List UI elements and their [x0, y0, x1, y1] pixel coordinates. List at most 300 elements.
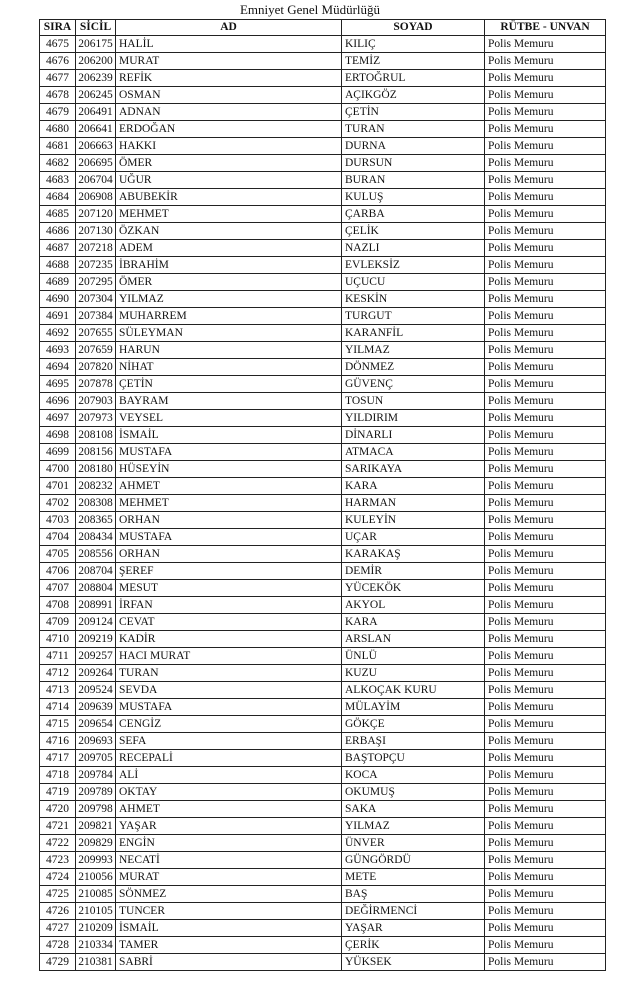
cell-sira: 4701: [40, 478, 76, 495]
cell-sira: 4711: [40, 648, 76, 665]
cell-sira: 4724: [40, 869, 76, 886]
table-row: [40, 461, 606, 478]
cell-ad: MURAT: [116, 53, 342, 70]
cell-sira: 4677: [40, 70, 76, 87]
cell-sicil: 210209: [76, 920, 116, 937]
cell-sicil: 208156: [76, 444, 116, 461]
table-row: [40, 240, 606, 257]
cell-ad: ÖMER: [116, 155, 342, 172]
table-row: [40, 512, 606, 529]
cell-sicil: 209784: [76, 767, 116, 784]
table-row: [40, 750, 606, 767]
cell-ad: VEYSEL: [116, 410, 342, 427]
cell-soyad: KULEYİN: [342, 512, 485, 529]
cell-ad: UĞUR: [116, 172, 342, 189]
cell-sira: 4691: [40, 308, 76, 325]
table-row: [40, 359, 606, 376]
cell-ad: SEFA: [116, 733, 342, 750]
cell-rutbe: Polis Memuru: [485, 750, 606, 767]
cell-soyad: YÜCEKÖK: [342, 580, 485, 597]
cell-rutbe: Polis Memuru: [485, 393, 606, 410]
cell-ad: MEHMET: [116, 206, 342, 223]
table-row: [40, 138, 606, 155]
cell-sira: 4694: [40, 359, 76, 376]
cell-sira: 4706: [40, 563, 76, 580]
cell-ad: CENGİZ: [116, 716, 342, 733]
cell-ad: İBRAHİM: [116, 257, 342, 274]
cell-sicil: 208180: [76, 461, 116, 478]
table-row: [40, 733, 606, 750]
cell-soyad: MÜLAYİM: [342, 699, 485, 716]
cell-ad: AHMET: [116, 478, 342, 495]
cell-sira: 4684: [40, 189, 76, 206]
cell-soyad: UÇUCU: [342, 274, 485, 291]
cell-soyad: DÖNMEZ: [342, 359, 485, 376]
cell-sira: 4720: [40, 801, 76, 818]
cell-soyad: DEĞİRMENCİ: [342, 903, 485, 920]
cell-soyad: ÇARBA: [342, 206, 485, 223]
cell-soyad: KARANFİL: [342, 325, 485, 342]
cell-sira: 4693: [40, 342, 76, 359]
cell-rutbe: Polis Memuru: [485, 410, 606, 427]
table-body: [40, 36, 606, 971]
table-row: [40, 444, 606, 461]
cell-rutbe: Polis Memuru: [485, 308, 606, 325]
cell-sicil: 210085: [76, 886, 116, 903]
cell-soyad: TURGUT: [342, 308, 485, 325]
cell-rutbe: Polis Memuru: [485, 325, 606, 342]
cell-rutbe: Polis Memuru: [485, 70, 606, 87]
cell-soyad: YILMAZ: [342, 818, 485, 835]
cell-soyad: TURAN: [342, 121, 485, 138]
cell-ad: REFİK: [116, 70, 342, 87]
cell-sicil: 209639: [76, 699, 116, 716]
table-row: [40, 835, 606, 852]
cell-ad: KADİR: [116, 631, 342, 648]
cell-soyad: ERTOĞRUL: [342, 70, 485, 87]
table-row: [40, 529, 606, 546]
cell-sicil: 209789: [76, 784, 116, 801]
table-row: [40, 172, 606, 189]
cell-sira: 4702: [40, 495, 76, 512]
table-row: [40, 699, 606, 716]
cell-rutbe: Polis Memuru: [485, 291, 606, 308]
table-row: [40, 801, 606, 818]
cell-ad: RECEPALİ: [116, 750, 342, 767]
cell-sicil: 208232: [76, 478, 116, 495]
cell-ad: OKTAY: [116, 784, 342, 801]
cell-sira: 4679: [40, 104, 76, 121]
cell-sira: 4723: [40, 852, 76, 869]
cell-soyad: KESKİN: [342, 291, 485, 308]
cell-rutbe: Polis Memuru: [485, 87, 606, 104]
cell-soyad: GÜVENÇ: [342, 376, 485, 393]
cell-sira: 4712: [40, 665, 76, 682]
cell-sira: 4699: [40, 444, 76, 461]
cell-soyad: METE: [342, 869, 485, 886]
cell-ad: ADNAN: [116, 104, 342, 121]
cell-rutbe: Polis Memuru: [485, 495, 606, 512]
cell-soyad: GÖKÇE: [342, 716, 485, 733]
cell-sicil: 206239: [76, 70, 116, 87]
cell-soyad: SAKA: [342, 801, 485, 818]
table-row: [40, 376, 606, 393]
cell-sicil: 208556: [76, 546, 116, 563]
cell-soyad: KOCA: [342, 767, 485, 784]
cell-sicil: 208434: [76, 529, 116, 546]
cell-sicil: 207878: [76, 376, 116, 393]
cell-ad: ORHAN: [116, 546, 342, 563]
cell-sira: 4692: [40, 325, 76, 342]
table-row: [40, 563, 606, 580]
cell-soyad: KARA: [342, 478, 485, 495]
cell-sicil: 207218: [76, 240, 116, 257]
table-row: [40, 308, 606, 325]
cell-sicil: 207130: [76, 223, 116, 240]
cell-sira: 4728: [40, 937, 76, 954]
table-row: [40, 665, 606, 682]
cell-sira: 4682: [40, 155, 76, 172]
cell-rutbe: Polis Memuru: [485, 699, 606, 716]
cell-sicil: 206908: [76, 189, 116, 206]
cell-sira: 4710: [40, 631, 76, 648]
cell-sicil: 209654: [76, 716, 116, 733]
table-row: [40, 597, 606, 614]
cell-sira: 4727: [40, 920, 76, 937]
cell-soyad: YÜKSEK: [342, 954, 485, 971]
cell-ad: CEVAT: [116, 614, 342, 631]
cell-rutbe: Polis Memuru: [485, 53, 606, 70]
cell-sicil: 207384: [76, 308, 116, 325]
cell-sira: 4718: [40, 767, 76, 784]
cell-ad: NECATİ: [116, 852, 342, 869]
cell-sira: 4698: [40, 427, 76, 444]
table-row: [40, 223, 606, 240]
cell-soyad: ARSLAN: [342, 631, 485, 648]
table-row: [40, 818, 606, 835]
cell-sira: 4687: [40, 240, 76, 257]
cell-sicil: 207973: [76, 410, 116, 427]
cell-rutbe: Polis Memuru: [485, 733, 606, 750]
cell-sicil: 208308: [76, 495, 116, 512]
cell-ad: MUSTAFA: [116, 444, 342, 461]
header-sicil: SİCİL: [76, 20, 116, 36]
cell-rutbe: Polis Memuru: [485, 206, 606, 223]
cell-sira: 4707: [40, 580, 76, 597]
table-row: [40, 189, 606, 206]
cell-sira: 4676: [40, 53, 76, 70]
cell-rutbe: Polis Memuru: [485, 104, 606, 121]
table-row: [40, 886, 606, 903]
cell-ad: TUNCER: [116, 903, 342, 920]
cell-sira: 4681: [40, 138, 76, 155]
cell-sicil: 210056: [76, 869, 116, 886]
cell-rutbe: Polis Memuru: [485, 852, 606, 869]
cell-ad: İSMAİL: [116, 920, 342, 937]
cell-ad: TAMER: [116, 937, 342, 954]
table-row: [40, 937, 606, 954]
cell-rutbe: Polis Memuru: [485, 529, 606, 546]
cell-ad: HACI MURAT: [116, 648, 342, 665]
cell-sira: 4688: [40, 257, 76, 274]
cell-sira: 4675: [40, 36, 76, 53]
table-row: [40, 427, 606, 444]
cell-sira: 4716: [40, 733, 76, 750]
cell-rutbe: Polis Memuru: [485, 155, 606, 172]
cell-ad: AHMET: [116, 801, 342, 818]
cell-rutbe: Polis Memuru: [485, 189, 606, 206]
cell-ad: ENGİN: [116, 835, 342, 852]
cell-rutbe: Polis Memuru: [485, 818, 606, 835]
cell-rutbe: Polis Memuru: [485, 223, 606, 240]
cell-sira: 4719: [40, 784, 76, 801]
cell-sicil: 208991: [76, 597, 116, 614]
cell-sira: 4686: [40, 223, 76, 240]
header-ad: AD: [116, 20, 342, 36]
table-row: [40, 87, 606, 104]
table-row: [40, 869, 606, 886]
table-row: [40, 121, 606, 138]
cell-rutbe: Polis Memuru: [485, 138, 606, 155]
cell-sira: 4704: [40, 529, 76, 546]
cell-soyad: NAZLI: [342, 240, 485, 257]
cell-rutbe: Polis Memuru: [485, 257, 606, 274]
cell-sicil: 209524: [76, 682, 116, 699]
table-row: [40, 546, 606, 563]
cell-soyad: AÇIKGÖZ: [342, 87, 485, 104]
table-row: [40, 716, 606, 733]
cell-sira: 4721: [40, 818, 76, 835]
cell-sicil: 206245: [76, 87, 116, 104]
cell-sira: 4697: [40, 410, 76, 427]
cell-sira: 4689: [40, 274, 76, 291]
cell-sicil: 209124: [76, 614, 116, 631]
cell-ad: ALİ: [116, 767, 342, 784]
cell-soyad: EVLEKSİZ: [342, 257, 485, 274]
cell-rutbe: Polis Memuru: [485, 614, 606, 631]
cell-soyad: KILIÇ: [342, 36, 485, 53]
cell-rutbe: Polis Memuru: [485, 648, 606, 665]
cell-soyad: SARIKAYA: [342, 461, 485, 478]
cell-soyad: KARAKAŞ: [342, 546, 485, 563]
cell-rutbe: Polis Memuru: [485, 342, 606, 359]
cell-soyad: ERBAŞI: [342, 733, 485, 750]
cell-rutbe: Polis Memuru: [485, 461, 606, 478]
cell-sicil: 207304: [76, 291, 116, 308]
cell-sira: 4683: [40, 172, 76, 189]
cell-sira: 4690: [40, 291, 76, 308]
cell-sira: 4725: [40, 886, 76, 903]
cell-sira: 4722: [40, 835, 76, 852]
table-row: [40, 631, 606, 648]
table-row: [40, 852, 606, 869]
table-row: [40, 342, 606, 359]
cell-soyad: HARMAN: [342, 495, 485, 512]
cell-sicil: 208804: [76, 580, 116, 597]
cell-ad: HÜSEYİN: [116, 461, 342, 478]
cell-sicil: 208704: [76, 563, 116, 580]
table-row: [40, 274, 606, 291]
cell-soyad: BURAN: [342, 172, 485, 189]
cell-sira: 4700: [40, 461, 76, 478]
cell-soyad: YILMAZ: [342, 342, 485, 359]
cell-soyad: UÇAR: [342, 529, 485, 546]
cell-soyad: KULUŞ: [342, 189, 485, 206]
cell-ad: BAYRAM: [116, 393, 342, 410]
cell-rutbe: Polis Memuru: [485, 801, 606, 818]
cell-soyad: KARA: [342, 614, 485, 631]
cell-sira: 4726: [40, 903, 76, 920]
cell-sicil: 208365: [76, 512, 116, 529]
table-row: [40, 495, 606, 512]
cell-sicil: 209257: [76, 648, 116, 665]
cell-ad: OSMAN: [116, 87, 342, 104]
table-row: [40, 954, 606, 971]
table-row: [40, 903, 606, 920]
cell-soyad: TOSUN: [342, 393, 485, 410]
table-row: [40, 257, 606, 274]
cell-rutbe: Polis Memuru: [485, 546, 606, 563]
header-sira: SIRA: [40, 20, 76, 36]
cell-sira: 4696: [40, 393, 76, 410]
header-soyad: SOYAD: [342, 20, 485, 36]
cell-soyad: ATMACA: [342, 444, 485, 461]
cell-sicil: 206491: [76, 104, 116, 121]
cell-ad: MUHARREM: [116, 308, 342, 325]
table-row: [40, 155, 606, 172]
cell-rutbe: Polis Memuru: [485, 597, 606, 614]
cell-ad: ÇETİN: [116, 376, 342, 393]
cell-sira: 4708: [40, 597, 76, 614]
table-row: [40, 104, 606, 121]
cell-ad: ERDOĞAN: [116, 121, 342, 138]
cell-rutbe: Polis Memuru: [485, 563, 606, 580]
cell-sira: 4715: [40, 716, 76, 733]
cell-soyad: GÜNGÖRDÜ: [342, 852, 485, 869]
cell-sira: 4709: [40, 614, 76, 631]
cell-sicil: 207659: [76, 342, 116, 359]
table-row: [40, 682, 606, 699]
cell-soyad: YAŞAR: [342, 920, 485, 937]
table-row: [40, 920, 606, 937]
cell-sicil: 207903: [76, 393, 116, 410]
cell-rutbe: Polis Memuru: [485, 580, 606, 597]
cell-sira: 4717: [40, 750, 76, 767]
cell-soyad: DİNARLI: [342, 427, 485, 444]
cell-rutbe: Polis Memuru: [485, 631, 606, 648]
cell-soyad: ALKOÇAK KURU: [342, 682, 485, 699]
cell-rutbe: Polis Memuru: [485, 172, 606, 189]
table-row: [40, 648, 606, 665]
table-row: [40, 614, 606, 631]
cell-sira: 4685: [40, 206, 76, 223]
cell-sicil: 209705: [76, 750, 116, 767]
cell-sicil: 209264: [76, 665, 116, 682]
cell-sicil: 206695: [76, 155, 116, 172]
cell-ad: İSMAİL: [116, 427, 342, 444]
table-row: [40, 206, 606, 223]
table-row: [40, 53, 606, 70]
cell-rutbe: Polis Memuru: [485, 274, 606, 291]
cell-rutbe: Polis Memuru: [485, 886, 606, 903]
cell-ad: SÜLEYMAN: [116, 325, 342, 342]
table-row: [40, 580, 606, 597]
cell-sicil: 207120: [76, 206, 116, 223]
cell-ad: ÖZKAN: [116, 223, 342, 240]
cell-sira: 4678: [40, 87, 76, 104]
cell-rutbe: Polis Memuru: [485, 937, 606, 954]
cell-sicil: 210105: [76, 903, 116, 920]
table-row: [40, 784, 606, 801]
cell-sicil: 206663: [76, 138, 116, 155]
cell-soyad: DURNA: [342, 138, 485, 155]
cell-ad: ADEM: [116, 240, 342, 257]
cell-ad: MUSTAFA: [116, 529, 342, 546]
cell-rutbe: Polis Memuru: [485, 682, 606, 699]
cell-sicil: 209993: [76, 852, 116, 869]
table-row: [40, 325, 606, 342]
document-title: Emniyet Genel Müdürlüğü: [239, 2, 381, 17]
cell-rutbe: Polis Memuru: [485, 427, 606, 444]
cell-sira: 4705: [40, 546, 76, 563]
cell-sicil: 206200: [76, 53, 116, 70]
table-row: [40, 767, 606, 784]
cell-soyad: KUZU: [342, 665, 485, 682]
cell-rutbe: Polis Memuru: [485, 121, 606, 138]
cell-sicil: 210381: [76, 954, 116, 971]
personnel-table: [39, 19, 606, 971]
cell-sicil: 208108: [76, 427, 116, 444]
cell-sicil: 207295: [76, 274, 116, 291]
table-row: [40, 478, 606, 495]
cell-ad: NİHAT: [116, 359, 342, 376]
cell-soyad: YILDIRIM: [342, 410, 485, 427]
cell-ad: MEHMET: [116, 495, 342, 512]
cell-soyad: ÜNLÜ: [342, 648, 485, 665]
cell-ad: HALİL: [116, 36, 342, 53]
cell-rutbe: Polis Memuru: [485, 444, 606, 461]
cell-sicil: 206175: [76, 36, 116, 53]
cell-ad: HAKKI: [116, 138, 342, 155]
cell-soyad: AKYOL: [342, 597, 485, 614]
cell-sicil: 207655: [76, 325, 116, 342]
cell-sicil: 209821: [76, 818, 116, 835]
cell-sicil: 207820: [76, 359, 116, 376]
cell-sicil: 209829: [76, 835, 116, 852]
cell-rutbe: Polis Memuru: [485, 716, 606, 733]
cell-sicil: 207235: [76, 257, 116, 274]
cell-ad: YAŞAR: [116, 818, 342, 835]
cell-soyad: BAŞTOPÇU: [342, 750, 485, 767]
cell-ad: MURAT: [116, 869, 342, 886]
cell-ad: ABUBEKİR: [116, 189, 342, 206]
cell-soyad: ÜNVER: [342, 835, 485, 852]
cell-rutbe: Polis Memuru: [485, 36, 606, 53]
cell-ad: ÖMER: [116, 274, 342, 291]
table-row: [40, 36, 606, 53]
table-row: [40, 410, 606, 427]
cell-rutbe: Polis Memuru: [485, 920, 606, 937]
cell-soyad: OKUMUŞ: [342, 784, 485, 801]
cell-rutbe: Polis Memuru: [485, 954, 606, 971]
cell-rutbe: Polis Memuru: [485, 376, 606, 393]
cell-ad: ŞEREF: [116, 563, 342, 580]
cell-rutbe: Polis Memuru: [485, 903, 606, 920]
cell-sira: 4713: [40, 682, 76, 699]
cell-sira: 4714: [40, 699, 76, 716]
cell-sicil: 209693: [76, 733, 116, 750]
cell-rutbe: Polis Memuru: [485, 512, 606, 529]
